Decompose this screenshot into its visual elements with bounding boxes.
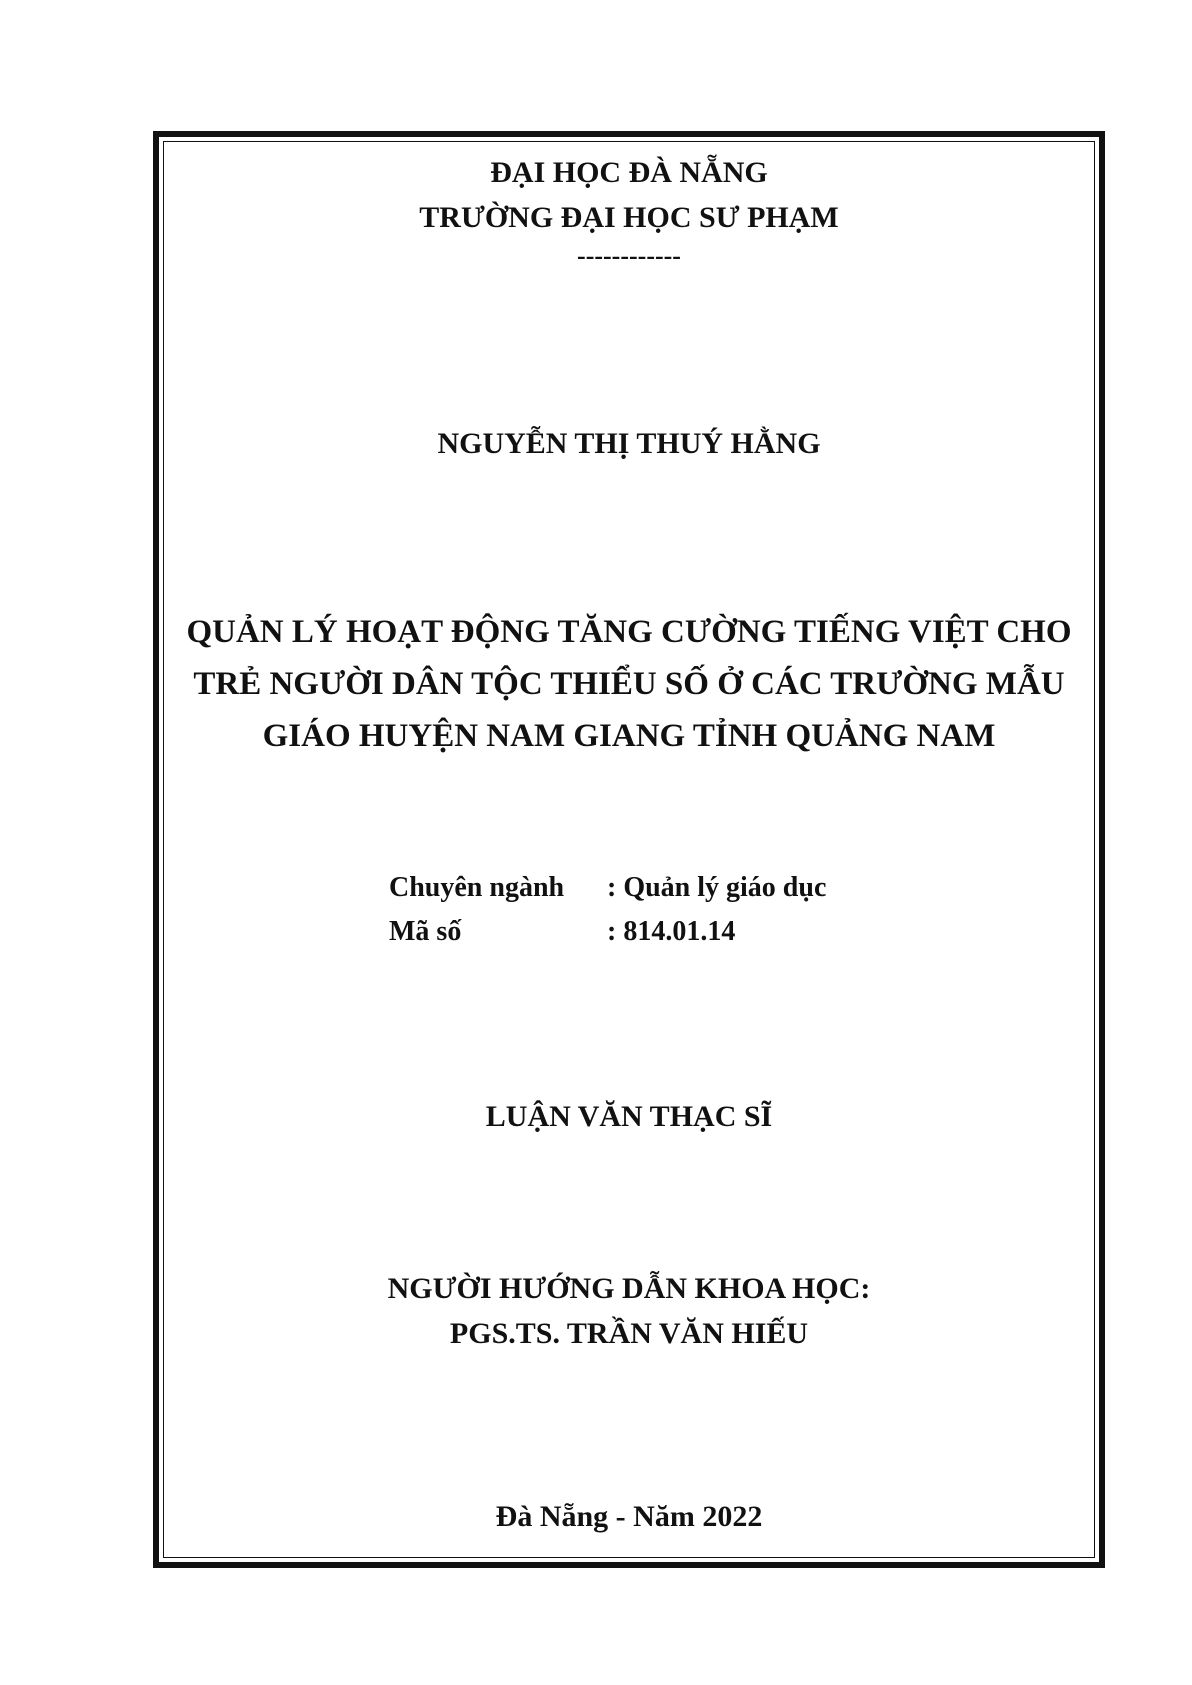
code-value: : 814.01.14 [607,916,736,947]
code-label: Mã số [389,916,462,947]
thesis-details [389,866,826,954]
major-label: Chuyên ngành [389,872,565,903]
thesis-title-line: GIÁO HUYỆN NAM GIANG TỈNH QUẢNG NAM [262,718,996,754]
header-separator: ------------ [577,241,681,270]
code-row [389,910,826,954]
thesis-title-line: TRẺ NGƯỜI DÂN TỘC THIỂU SỐ Ở CÁC TRƯỜNG MẪU [193,666,1065,702]
thesis-title [163,606,1095,762]
school-name: TRƯỜNG ĐẠI HỌC SƯ PHẠM [419,201,839,234]
thesis-title-line: QUẢN LÝ HOẠT ĐỘNG TĂNG CƯỜNG TIẾNG VIỆT CHO [186,614,1072,650]
major-value: : Quản lý giáo dục [607,872,827,903]
author-name: NGUYỄN THỊ THUÝ HẰNG [437,427,821,460]
advisor-name: PGS.TS. TRẦN VĂN HIẾU [449,1317,809,1350]
advisor-label: NGƯỜI HƯỚNG DẪN KHOA HỌC: [387,1272,871,1305]
degree-type: LUẬN VĂN THẠC SĨ [485,1100,773,1133]
major-row [389,866,826,910]
place-year: Đà Nẵng - Năm 2022 [495,1500,763,1533]
university-name: ĐẠI HỌC ĐÀ NẴNG [490,156,768,189]
